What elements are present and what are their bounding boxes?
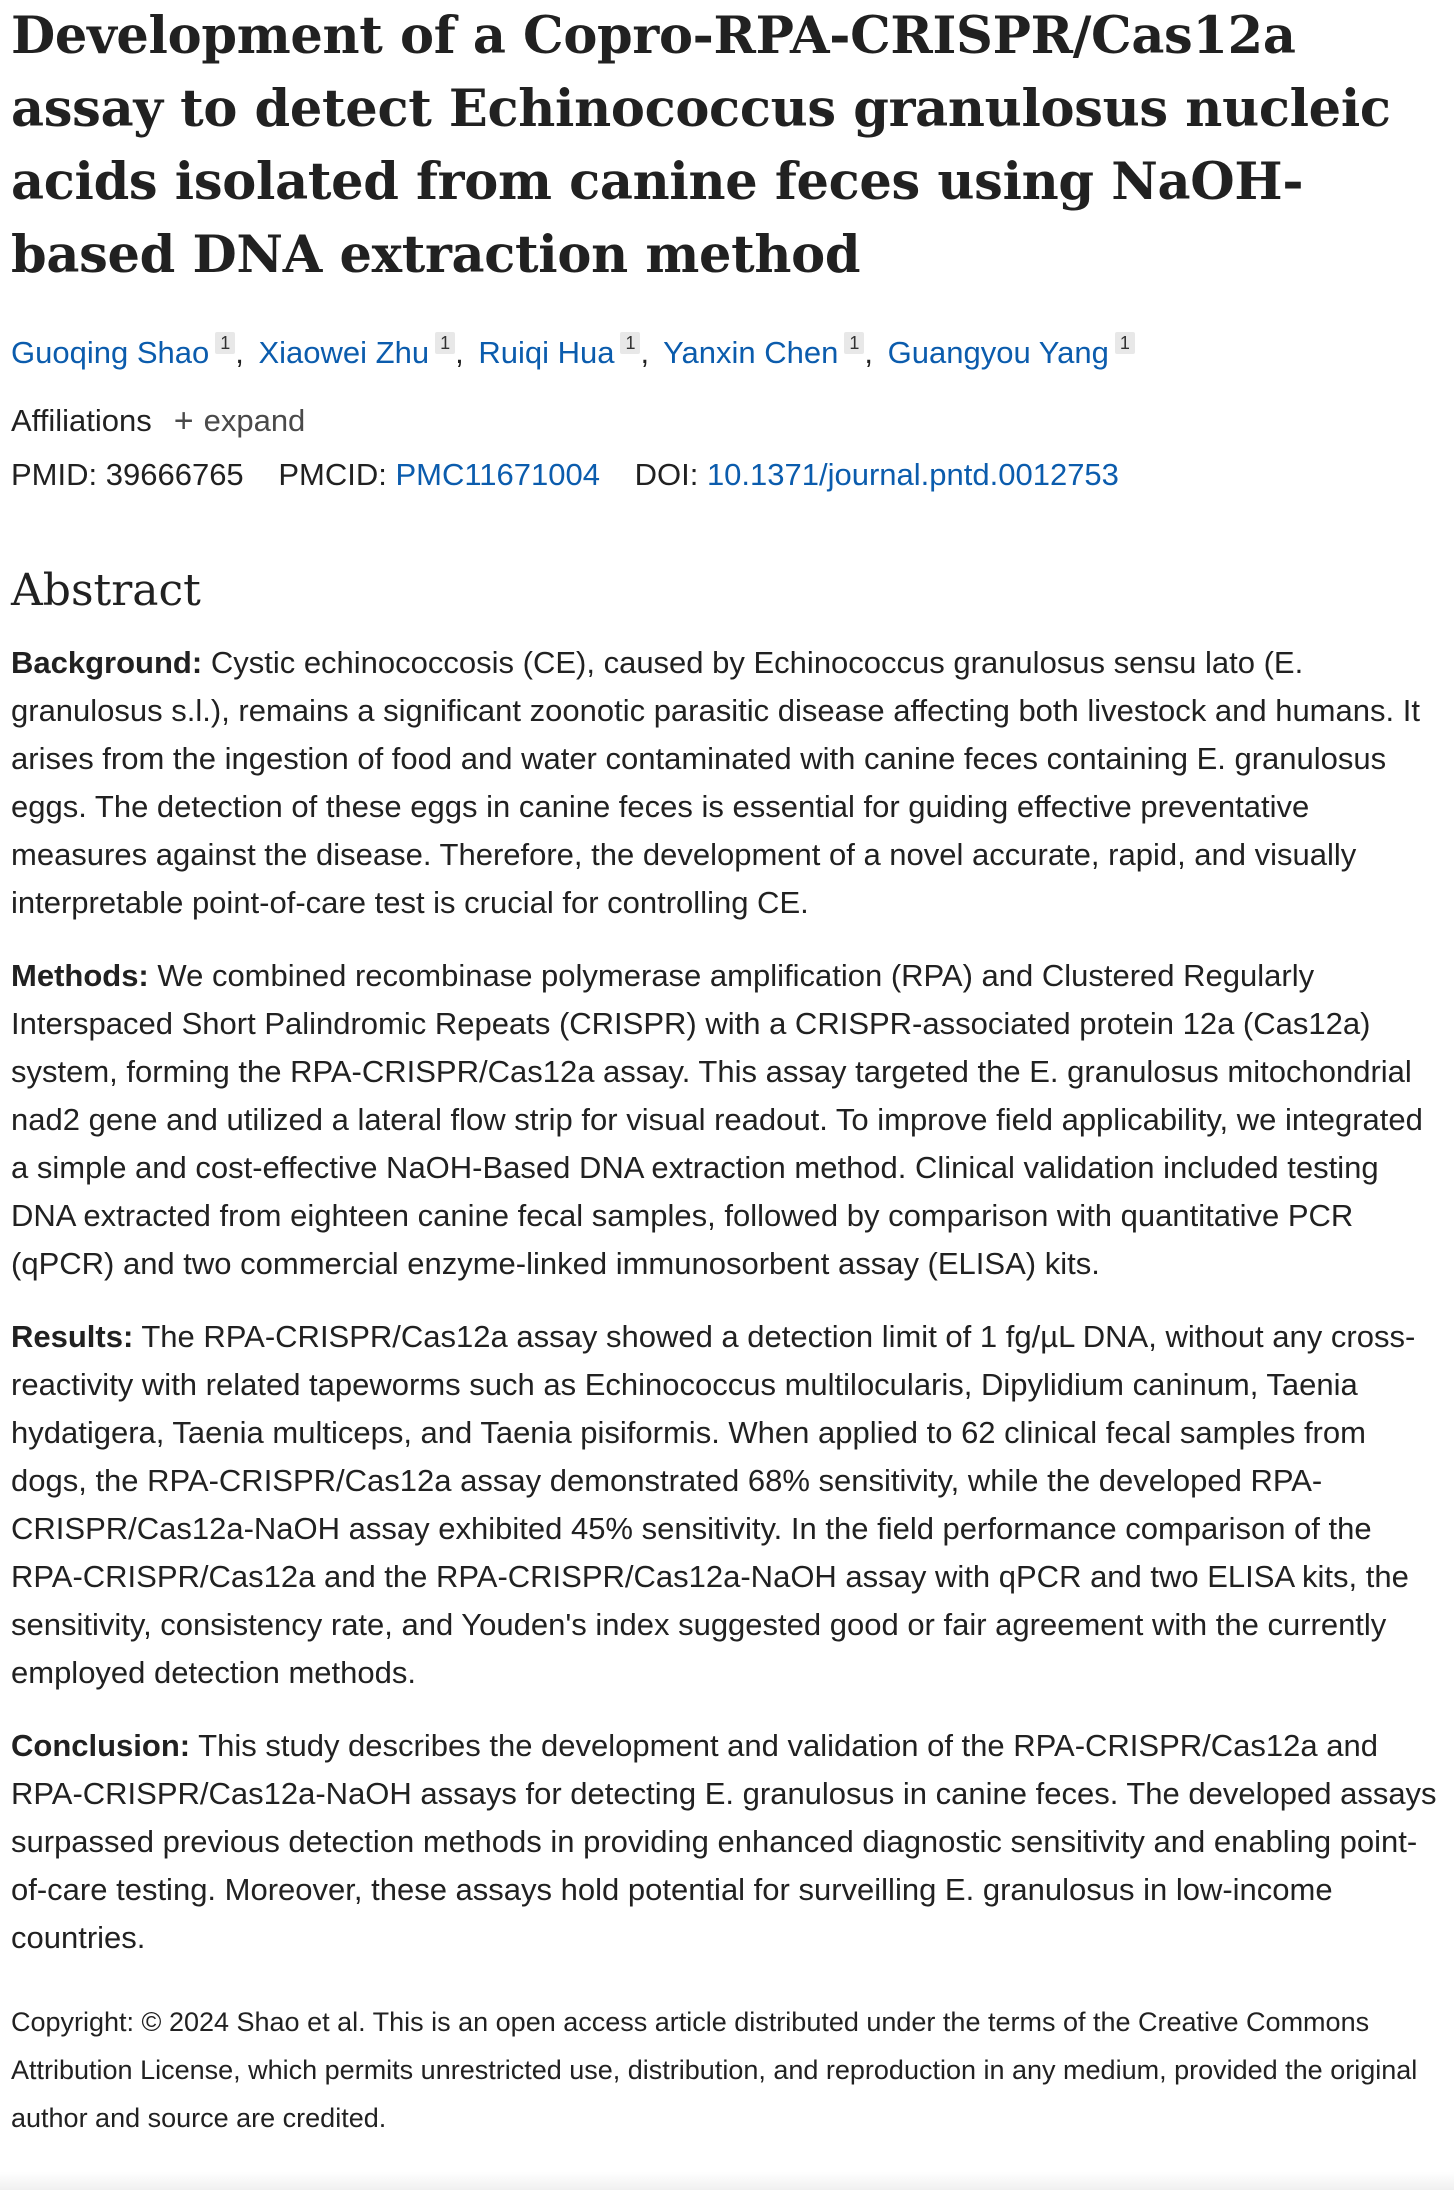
article-page [11,0,1446,2142]
pmid [11,457,244,492]
section-text: This study describes the development and validation of the RPA-CRISPR/Cas12a and RPA-CRISPR/Cas12a-NaOH assays for detecting E. granulosus in canine feces. The developed assays surpassed previous detection methods in providing enhanced diagnostic sensitivity and enabling point-of-care testing. Moreover, these assays hold potential for surveilling E. granulosus in low-income countries. [11,1728,1437,1955]
abstract-background [11,639,1446,927]
doi-link[interactable]: 10.1371/journal.pntd.0012753 [706,457,1119,492]
pmid-value: 39666765 [105,457,244,492]
identifiers-row [11,455,1446,495]
abstract-results [11,1313,1446,1697]
pmid-label: PMID: [11,457,98,492]
author-item [258,335,455,370]
section-label: Background: [11,645,203,680]
author-separator: , [864,335,874,370]
author-separator: , [455,335,464,370]
article-title: Development of a Copro-RPA-CRISPR/Cas12a assay to detect Echinococcus granulosus nucleic acids isolated from canine feces using NaOH-based DNA extraction method [11,6,1391,285]
abstract-heading: Abstract [11,565,201,616]
affiliations-label: Affiliations [11,403,152,438]
section-label: Methods: [11,958,149,993]
doi [635,457,1119,492]
pmcid-link[interactable]: PMC11671004 [395,457,600,492]
author-link[interactable]: Xiaowei Zhu [258,335,430,370]
affiliation-marker[interactable]: 1 [435,332,455,354]
section-label: Conclusion: [11,1728,191,1763]
affiliation-marker[interactable]: 1 [1115,332,1135,354]
affiliation-marker[interactable]: 1 [620,332,640,354]
author-item [11,335,235,370]
author-list [11,332,1446,373]
affiliations-row [11,401,1446,441]
pmcid-label: PMCID: [278,457,387,492]
copyright-notice: Copyright: © 2024 Shao et al. This is an open access article distributed under the terms of the Creative Commons Attribution License, which permits unrestricted use, distribution, and reproduction in any medium, provided the original author and source are credited. [11,2007,1418,2133]
section-text: The RPA-CRISPR/Cas12a assay showed a detection limit of 1 fg/µL DNA, without any cross-reactivity with related tapeworms such as Echinococcus multilocularis, Dipylidium caninum, Taenia hydatigera, Taenia multiceps, and Taenia pisiformis. When applied to 62 clinical fecal samples from dogs, the RPA-CRISPR/Cas12a assay demonstrated 68% sensitivity, while the developed RPA-CRISPR/Cas12a-NaOH assay exhibited 45% sensitivity. In the field performance comparison of the RPA-CRISPR/Cas12a and the RPA-CRISPR/Cas12a-NaOH assay with qPCR and two ELISA kits, the sensitivity, consistency rate, and Youden's index suggested good or fair agreement with the currently employed detection methods. [11,1319,1416,1690]
author-link[interactable]: Guoqing Shao [11,335,210,370]
section-text: Cystic echinococcosis (CE), caused by Echinococcus granulosus sensu lato (E. granulosus s.l.), remains a significant zoonotic parasitic disease affecting both livestock and humans. It arises from the ingestion of food and water contaminated with canine feces containing E. granulosus eggs. The detection of these eggs in canine feces is essential for guiding effective preventative measures against the disease. Therefore, the development of a novel accurate, rapid, and visually interpretable point-of-care test is crucial for controlling CE. [11,645,1420,920]
affiliation-marker[interactable]: 1 [215,332,235,354]
section-text: We combined recombinase polymerase amplification (RPA) and Clustered Regularly Interspaced Short Palindromic Repeats (CRISPR) with a CRISPR-associated protein 12a (Cas12a) system, forming the RPA-CRISPR/Cas12a assay. This assay targeted the E. granulosus mitochondrial nad2 gene and utilized a lateral flow strip for visual readout. To improve field applicability, we integrated a simple and cost-effective NaOH-Based DNA extraction method. Clinical validation included testing DNA extracted from eighteen canine fecal samples, followed by comparison with quantitative PCR (qPCR) and two commercial enzyme-linked immunosorbent assay (ELISA) kits. [11,958,1423,1281]
bottom-divider [0,2172,1454,2190]
author-separator: , [640,335,650,370]
author-item [478,335,640,370]
expand-label: expand [203,403,306,438]
author-item [663,335,864,370]
abstract-conclusion [11,1722,1446,1962]
pmcid [278,457,600,492]
author-separator: , [235,335,244,370]
author-link[interactable]: Guangyou Yang [887,335,1109,370]
affiliation-marker[interactable]: 1 [844,332,864,354]
author-link[interactable]: Ruiqi Hua [478,335,615,370]
expand-affiliations-button[interactable] [174,401,306,441]
section-label: Results: [11,1319,134,1354]
author-link[interactable]: Yanxin Chen [663,335,839,370]
plus-icon: + [173,402,194,440]
author-item [888,335,1135,370]
abstract-methods [11,952,1446,1288]
doi-label: DOI: [634,457,699,492]
